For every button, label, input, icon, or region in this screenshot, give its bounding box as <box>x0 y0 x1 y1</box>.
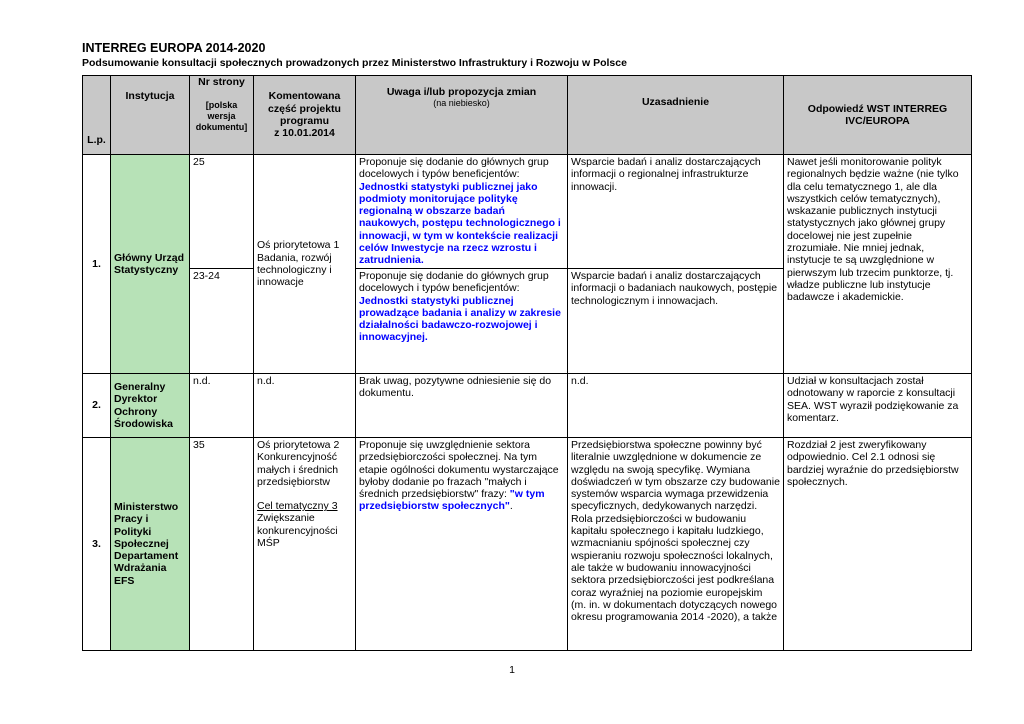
header-remark <box>356 76 568 155</box>
commented-part-goal-text: Zwiększanie konkurencyjności MŚP <box>257 512 338 550</box>
remark-text: Proponuje się dodanie do głównych grup docelowych i typów beneficjentów: <box>359 156 549 181</box>
justification-cell: Wsparcie badań i analiz dostarczających informacji o regionalnej infrastrukturze innowacji. <box>568 155 784 269</box>
header-remark-note: (na niebiesko) <box>433 98 490 109</box>
commented-part-goal: Cel tematyczny 3 <box>257 500 338 513</box>
justification-cell: Przedsiębiorstwa społeczne powinny być literalnie uwzględnione w dokumencie ze względu na swoją specyfikę. Wymiana doświadczeń w tym obszarze czy budowanie systemów wsparcia wymaga przewidzenia specyficznych, dedykowanych narzędzi. Rola przedsiębiorczości w budowaniu kapitału społecznego i kapitału ludzkiego, wzmacnianiu spójności społecznej czy wspieraniu rozwoju społeczności lokalnych, ale także w budowaniu innowacyjności sektora przedsiębiorczości jest podkreślana coraz wyraźniej na poziomie europejskim (m. in. w dokumentach dotyczących nowego okresu programowania 2014 -2020), a także <box>568 438 784 651</box>
remark-cell <box>356 438 568 651</box>
table-row <box>83 438 972 651</box>
header-remark-label: Uwaga i/lub propozycja zmian <box>386 86 537 98</box>
consultation-table <box>82 75 972 651</box>
page-cell: 25 <box>190 155 254 269</box>
page-cell: n.d. <box>190 374 254 438</box>
institution-cell: Ministerstwo Pracy i Polityki Społecznej Departament Wdrażania EFS <box>111 438 190 651</box>
header-page-note: [polska wersja dokumentu] <box>195 100 248 133</box>
row-number: 2. <box>83 374 111 438</box>
page-number: 1 <box>509 664 515 676</box>
remark-text: Proponuje się uwzględnienie sektora przedsiębiorczości społecznej. Na tym etapie ogólności dokumentu wystarczające byłoby dodanie po frazach "małych i średnich przedsiębiorstw" frazy: <box>359 439 559 501</box>
header-page-label: Nr strony <box>198 76 245 88</box>
row-number: 3. <box>83 438 111 651</box>
remark-cell <box>356 269 568 374</box>
justification-cell: Wsparcie badań i analiz dostarczających informacji o badaniach naukowych, postępie technologicznym i innowacjach. <box>568 269 784 374</box>
header-institution: Instytucja <box>111 76 190 155</box>
answer-cell: Rozdział 2 jest zweryfikowany odpowiednio. Cel 2.1 odnosi się bardziej wyraźnie do przedsiębiorstw społecznych. <box>784 438 972 651</box>
institution-cell: Główny Urząd Statystyczny <box>111 155 190 374</box>
header-lp: L.p. <box>83 76 111 155</box>
answer-cell: Nawet jeśli monitorowanie polityk regionalnych będzie ważne (nie tylko dla celu tematycznego 1, ale dla wszystkich celów tematycznych), wskazanie publicznych instytucji statystycznych jako głównej grupy docelowej nie jest zupełnie zrozumiałe. Nie mniej jednak, instytucje te są uwzględnione w pierwszym lub trzecim punktorze, tj. władze publiczne lub instytucje badawcze i akademickie. <box>784 155 972 374</box>
remark-end: . <box>509 500 513 513</box>
commented-part-cell <box>254 438 356 651</box>
header-justification: Uzasadnienie <box>568 76 784 155</box>
justification-cell: n.d. <box>568 374 784 438</box>
remark-cell: Brak uwag, pozytywne odniesienie się do dokumentu. <box>356 374 568 438</box>
header-answer: Odpowiedź WST INTERREG IVC/EUROPA <box>784 76 972 155</box>
page-cell: 23-24 <box>190 269 254 374</box>
commented-part-cell: n.d. <box>254 374 356 438</box>
header-part <box>254 76 356 155</box>
commented-part-axis: Oś priorytetowa 2 Konkurencyjność małych i średnich przedsiębiorstw <box>257 439 340 488</box>
table-row <box>83 374 972 438</box>
row-number: 1. <box>83 155 111 374</box>
table-row <box>83 155 972 269</box>
document-subtitle: Podsumowanie konsultacji społecznych prowadzonych przez Ministerstwo Infrastruktury i Rozwoju w Polsce <box>82 57 627 69</box>
header-part-label: Komentowana część projektu programu <box>268 90 341 127</box>
page-cell: 35 <box>190 438 254 651</box>
document-title: INTERREG EUROPA 2014-2020 <box>82 41 266 55</box>
institution-cell: Generalny Dyrektor Ochrony Środowiska <box>111 374 190 438</box>
header-part-date: z 10.01.2014 <box>274 127 335 140</box>
remark-text: Proponuje się dodanie do głównych grup docelowych i typów beneficjentów: <box>359 270 549 295</box>
remark-cell <box>356 155 568 269</box>
commented-part-cell: Oś priorytetowa 1 Badania, rozwój technologiczny i innowacje <box>254 155 356 374</box>
remark-proposal: Jednostki statystyki publicznej prowadzące badania i analizy w zakresie działalności badawczo-rozwojowej i innowacyjnej. <box>359 294 561 344</box>
remark-proposal: "w tym przedsiębiorstw społecznych" <box>359 488 545 513</box>
header-page <box>190 76 254 155</box>
answer-cell: Udział w konsultacjach został odnotowany w raporcie z konsultacji SEA. WST wyraził podziękowanie za komentarz. <box>784 374 972 438</box>
remark-proposal: Jednostki statystyki publicznej jako podmioty monitorujące politykę regionalną w obszarze badań naukowych, postępu technologicznego i innowacji, w tym w kontekście realizacji celów Inwestycje na rzecz wzrostu i zatrudnienia. <box>359 180 561 267</box>
table-header-row <box>83 76 972 155</box>
